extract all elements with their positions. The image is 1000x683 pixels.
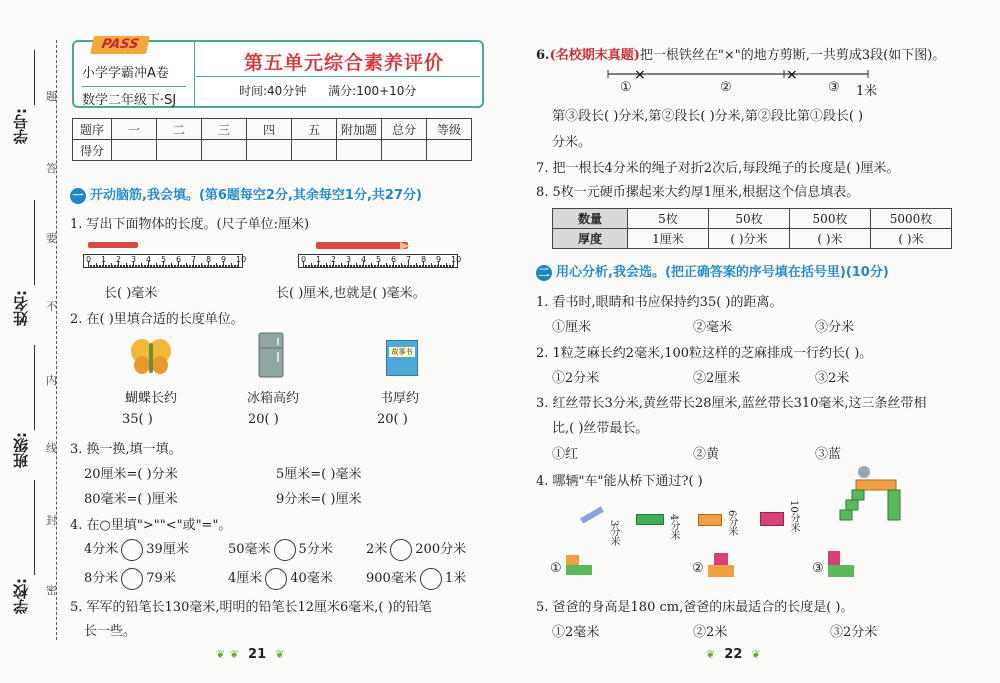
pink-block-icon [760, 512, 784, 526]
coin-answer-cell[interactable]: ( )米 [790, 229, 871, 249]
q5-line-1[interactable]: 5. 军军的铅笔长130毫米,明明的铅笔长12厘米6毫米,( )的铅笔 [70, 600, 432, 615]
compare-circle[interactable] [390, 539, 412, 561]
option[interactable]: ③分米 [815, 320, 855, 335]
compare-circle[interactable] [265, 568, 287, 590]
score-header-cell: 五 [292, 119, 337, 140]
coin-cell: 5000枚 [871, 209, 952, 229]
score-header-cell: 一 [112, 119, 157, 140]
s2q3-line-1: 3. 红丝带长3分米,黄丝带长28厘米,蓝丝带长310毫米,这三条丝带相 [536, 396, 927, 411]
s2q4-text[interactable]: 4. 哪辆"车"能从桥下通过?( ) [536, 474, 703, 489]
q3-text: 3. 换一换,填一填。 [70, 442, 182, 457]
compare-left: 900毫米 [366, 571, 417, 586]
ruler-2 [298, 254, 462, 268]
storybook-label: 故事书 [389, 347, 415, 357]
score-header-cell: 题序 [73, 119, 112, 140]
section-2-number: 二 [536, 265, 552, 281]
fridge-icon [258, 332, 284, 378]
time-text: 时间:40分钟 [239, 84, 307, 98]
exam-header [72, 37, 484, 108]
score-header-cell: 附加题 [337, 119, 382, 140]
cut-mark-icon: × [634, 67, 646, 82]
q2-text: 2. 在( )里填合适的长度单位。 [70, 312, 244, 327]
ruler-number: 4 [146, 255, 152, 264]
ruler-number: 7 [191, 255, 197, 264]
compare-circle[interactable] [121, 539, 143, 561]
truck-option-1-icon[interactable] [566, 555, 592, 575]
ruler-number: 0 [86, 255, 92, 264]
ruler-number: 2 [331, 255, 337, 264]
binding-char: 封 [46, 514, 57, 527]
grade-label: 数学二年级下·SJ [82, 86, 186, 108]
q6-body: 把一根铁丝在"×"的地方剪断,一共剪成3段(如下图)。 [639, 48, 946, 63]
compare-left: 50毫米 [228, 542, 271, 557]
height-label: 10分米 [788, 500, 799, 533]
option[interactable]: ② [692, 561, 704, 576]
segment-label: ③ [828, 80, 840, 95]
series-box [74, 37, 195, 108]
q3-item[interactable]: 5厘米=( )毫米 [276, 467, 362, 482]
compare-item [84, 567, 176, 590]
truck-option-3-icon[interactable] [828, 551, 854, 577]
coin-answer-cell[interactable]: ( )分米 [709, 229, 790, 249]
option[interactable]: ②2米 [693, 625, 728, 640]
s2q3-line-2[interactable]: 比,( )丝带最长。 [552, 421, 649, 436]
compare-left: 8分米 [84, 571, 119, 586]
pass-logo: PASS [90, 36, 150, 54]
sprout-icon: ❦ [229, 648, 239, 661]
option[interactable]: ①2分米 [552, 371, 600, 386]
ruler-number: 6 [391, 255, 397, 264]
option[interactable]: ③ [812, 561, 824, 576]
compare-circle[interactable] [274, 539, 296, 561]
q2-item-label: 书厚约 [380, 391, 420, 406]
option[interactable]: ②毫米 [693, 320, 733, 335]
binding-dashed-line [56, 40, 57, 640]
compare-left: 2米 [366, 542, 388, 557]
height-label: 6分米 [726, 510, 737, 537]
option[interactable]: ① [550, 561, 562, 576]
s2q5-text[interactable]: 5. 爸爸的身高是180 cm,爸爸的床最适合的长度是( )。 [536, 600, 854, 615]
compare-circle[interactable] [121, 568, 143, 590]
ruler-number: 7 [406, 255, 412, 264]
ruler-1 [83, 254, 247, 268]
score-cell[interactable] [157, 140, 202, 161]
ruler-number: 5 [161, 255, 167, 264]
score-cell[interactable] [292, 140, 337, 161]
score-header-cell: 等级 [427, 119, 472, 140]
series-name: 小学学霸冲A卷 [82, 66, 169, 81]
q1-answer-1[interactable]: 长( )毫米 [104, 286, 158, 301]
option[interactable]: ③2分米 [830, 625, 878, 640]
score-cell[interactable] [112, 140, 157, 161]
coin-table-row [553, 229, 952, 249]
score-header-row [73, 119, 472, 140]
ruler-number: 3 [131, 255, 137, 264]
option[interactable]: ①厘米 [552, 320, 592, 335]
option[interactable]: ③2米 [815, 371, 850, 386]
compare-right: 1米 [444, 571, 467, 586]
score-row [73, 140, 472, 161]
section-1-number: 一 [70, 188, 86, 204]
score-header-cell: 三 [202, 119, 247, 140]
student-id-blank[interactable] [34, 50, 35, 105]
q2-item-answer[interactable]: 35( ) [122, 412, 153, 427]
coin-header-cell: 厚度 [553, 229, 628, 249]
q8-text: 8. 5枚一元硬币摞起来大约厚1厘米,根据这个信息填表。 [536, 185, 860, 200]
q3-item[interactable]: 20厘米=( )分米 [84, 467, 178, 482]
height-label: 3分米 [608, 520, 619, 547]
sprout-icon: ❦ [275, 648, 285, 661]
score-cell[interactable] [427, 140, 472, 161]
compare-circle[interactable] [420, 568, 442, 590]
ruler-number: 10 [451, 255, 462, 264]
q4-text: 4. 在○里填">""<"或"="。 [70, 518, 232, 533]
q6-number: 6. [536, 48, 550, 63]
coin-header-cell: 数量 [553, 209, 628, 229]
school-blank[interactable] [34, 480, 35, 575]
sprout-icon: ❦ [706, 648, 716, 661]
section-2-title [536, 261, 889, 281]
binding-char: 不 [46, 300, 57, 313]
compare-left: 4厘米 [228, 571, 263, 586]
sprout-icon: ❦ [216, 648, 226, 661]
section-2-text: 用心分析,我会选。(把正确答案的序号填在括号里)(10分) [556, 265, 889, 280]
ruler-number: 9 [436, 255, 442, 264]
coin-cell: 50枚 [709, 209, 790, 229]
binding-char: 答 [46, 162, 57, 175]
binding-char: 题 [46, 90, 57, 103]
sprout-icon: ❦ [751, 648, 761, 661]
compare-item [366, 567, 466, 590]
score-header-cell: 二 [157, 119, 202, 140]
compare-item [366, 538, 466, 561]
ruler-number: 10 [236, 255, 247, 264]
truck-option-2-icon[interactable] [708, 553, 734, 577]
time-label [239, 82, 416, 99]
coin-cell: 1厘米 [628, 229, 709, 249]
green-block-icon [636, 514, 664, 525]
q2-item-answer[interactable]: 20( ) [248, 412, 279, 427]
binding-char: 要 [46, 232, 57, 245]
score-cell[interactable] [202, 140, 247, 161]
full-score-text: 满分:100+10分 [328, 84, 417, 98]
compare-right: 79米 [146, 571, 176, 586]
section-1-title [70, 184, 422, 204]
segment-length-label: 1米 [856, 84, 878, 99]
school-label: 学校: [12, 578, 30, 614]
compare-item [84, 538, 189, 561]
ruler-number: 1 [316, 255, 322, 264]
q5-line-2: 长一些。 [84, 624, 137, 639]
height-label: 4分米 [668, 514, 679, 541]
storybook-icon [386, 340, 418, 376]
q3-item[interactable]: 80毫米=( )厘米 [84, 492, 178, 507]
coin-table-row [553, 209, 952, 229]
binding-char: 内 [46, 374, 57, 387]
q1-answer-2[interactable]: 长( )厘米,也就是( )毫米。 [276, 286, 426, 301]
score-row-label: 得分 [73, 140, 112, 161]
page-number-left [216, 647, 284, 662]
compare-item [228, 567, 333, 590]
coin-answer-cell[interactable]: ( )米 [871, 229, 952, 249]
segment-label: ① [620, 80, 632, 95]
bridge-icon [834, 460, 904, 530]
orange-block-icon [698, 514, 722, 526]
option[interactable]: ③蓝 [815, 447, 842, 462]
compare-right: 200分米 [415, 542, 467, 557]
score-table [72, 118, 472, 161]
ruler-number: 5 [376, 255, 382, 264]
q2-item-label: 蝴蝶长约 [125, 391, 178, 406]
ruler-number: 8 [206, 255, 212, 264]
q2-item-answer[interactable]: 20( ) [377, 412, 408, 427]
mouse-icon [858, 466, 870, 478]
compare-right: 39厘米 [146, 542, 189, 557]
compare-right: 5分米 [298, 542, 333, 557]
ruler-number: 0 [301, 255, 307, 264]
page-number-right [706, 647, 761, 662]
q3-item[interactable]: 9分米=( )厘米 [276, 492, 362, 507]
binding-char: 线 [46, 442, 57, 455]
q1-text: 1. 写出下面物体的长度。(尺子单位:厘米) [70, 217, 310, 232]
segment-label: ② [720, 80, 732, 95]
object-bar-icon [580, 506, 604, 523]
compare-left: 4分米 [84, 542, 119, 557]
class-label: 班级: [12, 432, 30, 468]
student-id-label: 学号: [12, 108, 30, 144]
s2q1-text[interactable]: 1. 看书时,眼睛和书应保持约35( )的距离。 [536, 295, 783, 310]
score-cell[interactable] [247, 140, 292, 161]
score-cell[interactable] [337, 140, 382, 161]
q6-line-2: 分米。 [552, 135, 592, 150]
option[interactable]: ①2毫米 [552, 625, 600, 640]
section-1-text: 开动脑筋,我会填。(第6题每空2分,其余每空1分,共27分) [90, 188, 422, 203]
option[interactable]: ①红 [552, 447, 579, 462]
page-number-text: 21 [248, 647, 267, 662]
ruler-number: 6 [176, 255, 182, 264]
name-label: 姓名: [12, 290, 30, 326]
binding-char: 密 [46, 584, 57, 597]
ruler-number: 1 [101, 255, 107, 264]
pencil-tip-icon [400, 242, 410, 250]
score-header-cell: 总分 [382, 119, 427, 140]
coin-cell: 500枚 [790, 209, 871, 229]
short-pencil-icon [88, 242, 138, 248]
option[interactable]: ②2厘米 [693, 371, 741, 386]
ruler-number: 4 [361, 255, 367, 264]
butterfly-icon [130, 335, 172, 377]
name-blank[interactable] [34, 200, 35, 285]
coin-table [552, 208, 952, 249]
q2-item-label: 冰箱高约 [247, 391, 300, 406]
q6-tag: (名校期末真题) [549, 48, 640, 63]
header-divider [196, 76, 480, 77]
q7-text[interactable]: 7. 把一根长4分米的绳子对折2次后,每段绳子的长度是( )厘米。 [536, 161, 900, 176]
compare-item [228, 538, 333, 561]
ruler-number: 2 [116, 255, 122, 264]
score-header-cell: 四 [247, 119, 292, 140]
s2q2-text[interactable]: 2. 1粒芝麻长约2毫米,100粒这样的芝麻排成一行约长( )。 [536, 346, 873, 361]
ruler-number: 9 [221, 255, 227, 264]
compare-right: 40毫米 [290, 571, 333, 586]
q6-text [536, 44, 945, 63]
ruler-number: 8 [421, 255, 427, 264]
cut-mark-icon: × [786, 67, 798, 82]
coin-cell: 5枚 [628, 209, 709, 229]
q6-line-1[interactable]: 第③段长( )分米,第②段长( )分米,第②段比第①段长( ) [552, 109, 864, 124]
option[interactable]: ②黄 [693, 447, 720, 462]
score-cell[interactable] [382, 140, 427, 161]
ruler-number: 3 [346, 255, 352, 264]
page-number-text: 22 [724, 647, 743, 662]
long-pencil-icon [316, 242, 408, 249]
class-blank[interactable] [34, 345, 35, 430]
exam-title: 第五单元综合素养评价 [244, 52, 445, 74]
